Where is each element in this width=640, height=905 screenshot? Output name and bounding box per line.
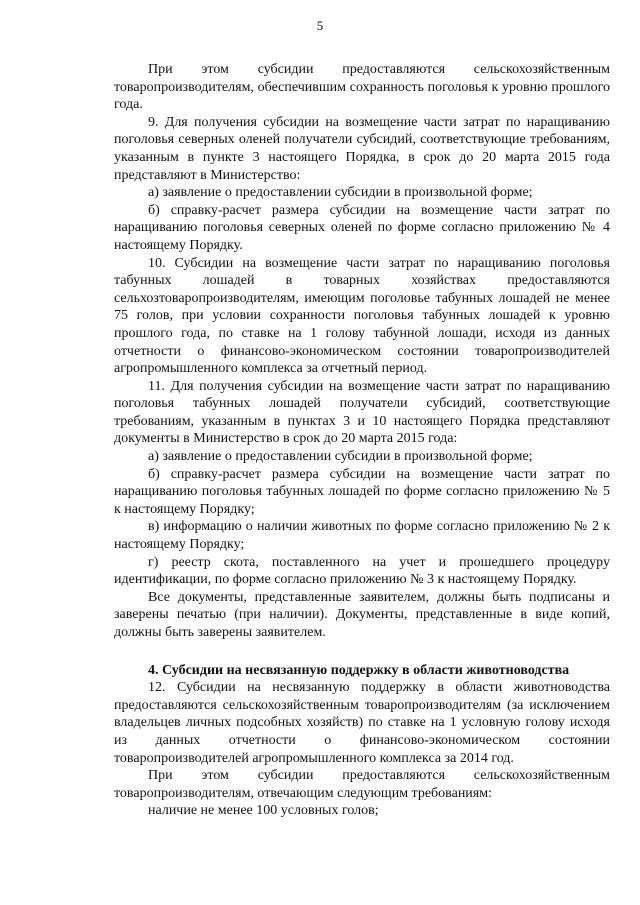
paragraph: 11. Для получения субсидии на возмещение части затрат по наращиванию поголовья табунных лошадей получатели субсидий, соответствующие требованиям, указанным в пунктах 3 и 10 настоящего Порядка представляют документы в Министерство в срок до 20 марта 2015 года: xyxy=(114,378,610,447)
paragraph: При этом субсидии предоставляются сельскохозяйственным товаропроизводителям, отвечающим следующим требованиям: xyxy=(114,768,610,801)
page-number: 5 xyxy=(316,18,324,33)
list-item: б) справку-расчет размера субсидии на возмещение части затрат по наращиванию поголовья северных оленей по форме согласно приложению № 4 настоящему Порядку. xyxy=(114,202,610,253)
paragraph: 9. Для получения субсидии на возмещение части затрат по наращиванию поголовья северных оленей получатели субсидий, соответствующие требованиям, указанным в пункте 3 настоящего Порядка, в срок до 20 марта 2015 года представляют в Министерство: xyxy=(114,114,610,183)
list-item: б) справку-расчет размера субсидии на возмещение части затрат по наращиванию поголовья табунных лошадей по форме согласно приложению № 5 к настоящему Порядку; xyxy=(114,466,610,517)
list-item: в) информацию о наличии животных по форме согласно приложению № 2 к настоящему Порядку; xyxy=(114,519,610,553)
list-item: а) заявление о предоставлении субсидии в произвольной форме; xyxy=(148,185,533,201)
paragraph: 10. Субсидии на возмещение части затрат по наращиванию поголовья табунных лошадей в товарных хозяйствах предоставляются сельхозтоваропроизводителям, имеющим поголовье табунных лошадей не менее 75 голов, при условии сохранности поголовья табунных лошадей к уровню прошлого года, по ставке на 1 голову табунной лошади, исходя из данных отчетности о финансово-экономическом состоянии товаропроизводителей агропромышленного комплекса за отчетный период. xyxy=(114,255,610,377)
paragraph: Все документы, представленные заявителем, должны быть подписаны и заверены печатью (при наличии). Документы, представленные в виде копий, должны быть заверены заявителем. xyxy=(114,589,610,640)
list-item: г) реестр скота, поставленного на учет и прошедшего процедуру идентификации, по форме согласно приложению № 3 к настоящему Порядку. xyxy=(114,554,610,588)
paragraph: 12. Субсидии на несвязанную поддержку в области животноводства предоставляются сельскохозяйственным товаропроизводителям (за исключением владельцев личных подсобных хозяйств) по ставке на 1 условную голову исходя из данных отчетности о финансово-экономическом состоянии товаропроизводителей агропромышленного комплекса за 2014 год. xyxy=(114,680,610,766)
list-item: а) заявление о предоставлении субсидии в произвольной форме; xyxy=(148,449,533,465)
list-item: наличие не менее 100 условных голов; xyxy=(148,803,379,819)
paragraph: При этом субсидии предоставляются сельскохозяйственным товаропроизводителям, обеспечившим сохранность поголовья к уровню прошлого года. xyxy=(114,62,610,113)
document-body xyxy=(114,61,610,820)
section-title: 4. Субсидии на несвязанную поддержку в области животноводства xyxy=(148,662,570,678)
